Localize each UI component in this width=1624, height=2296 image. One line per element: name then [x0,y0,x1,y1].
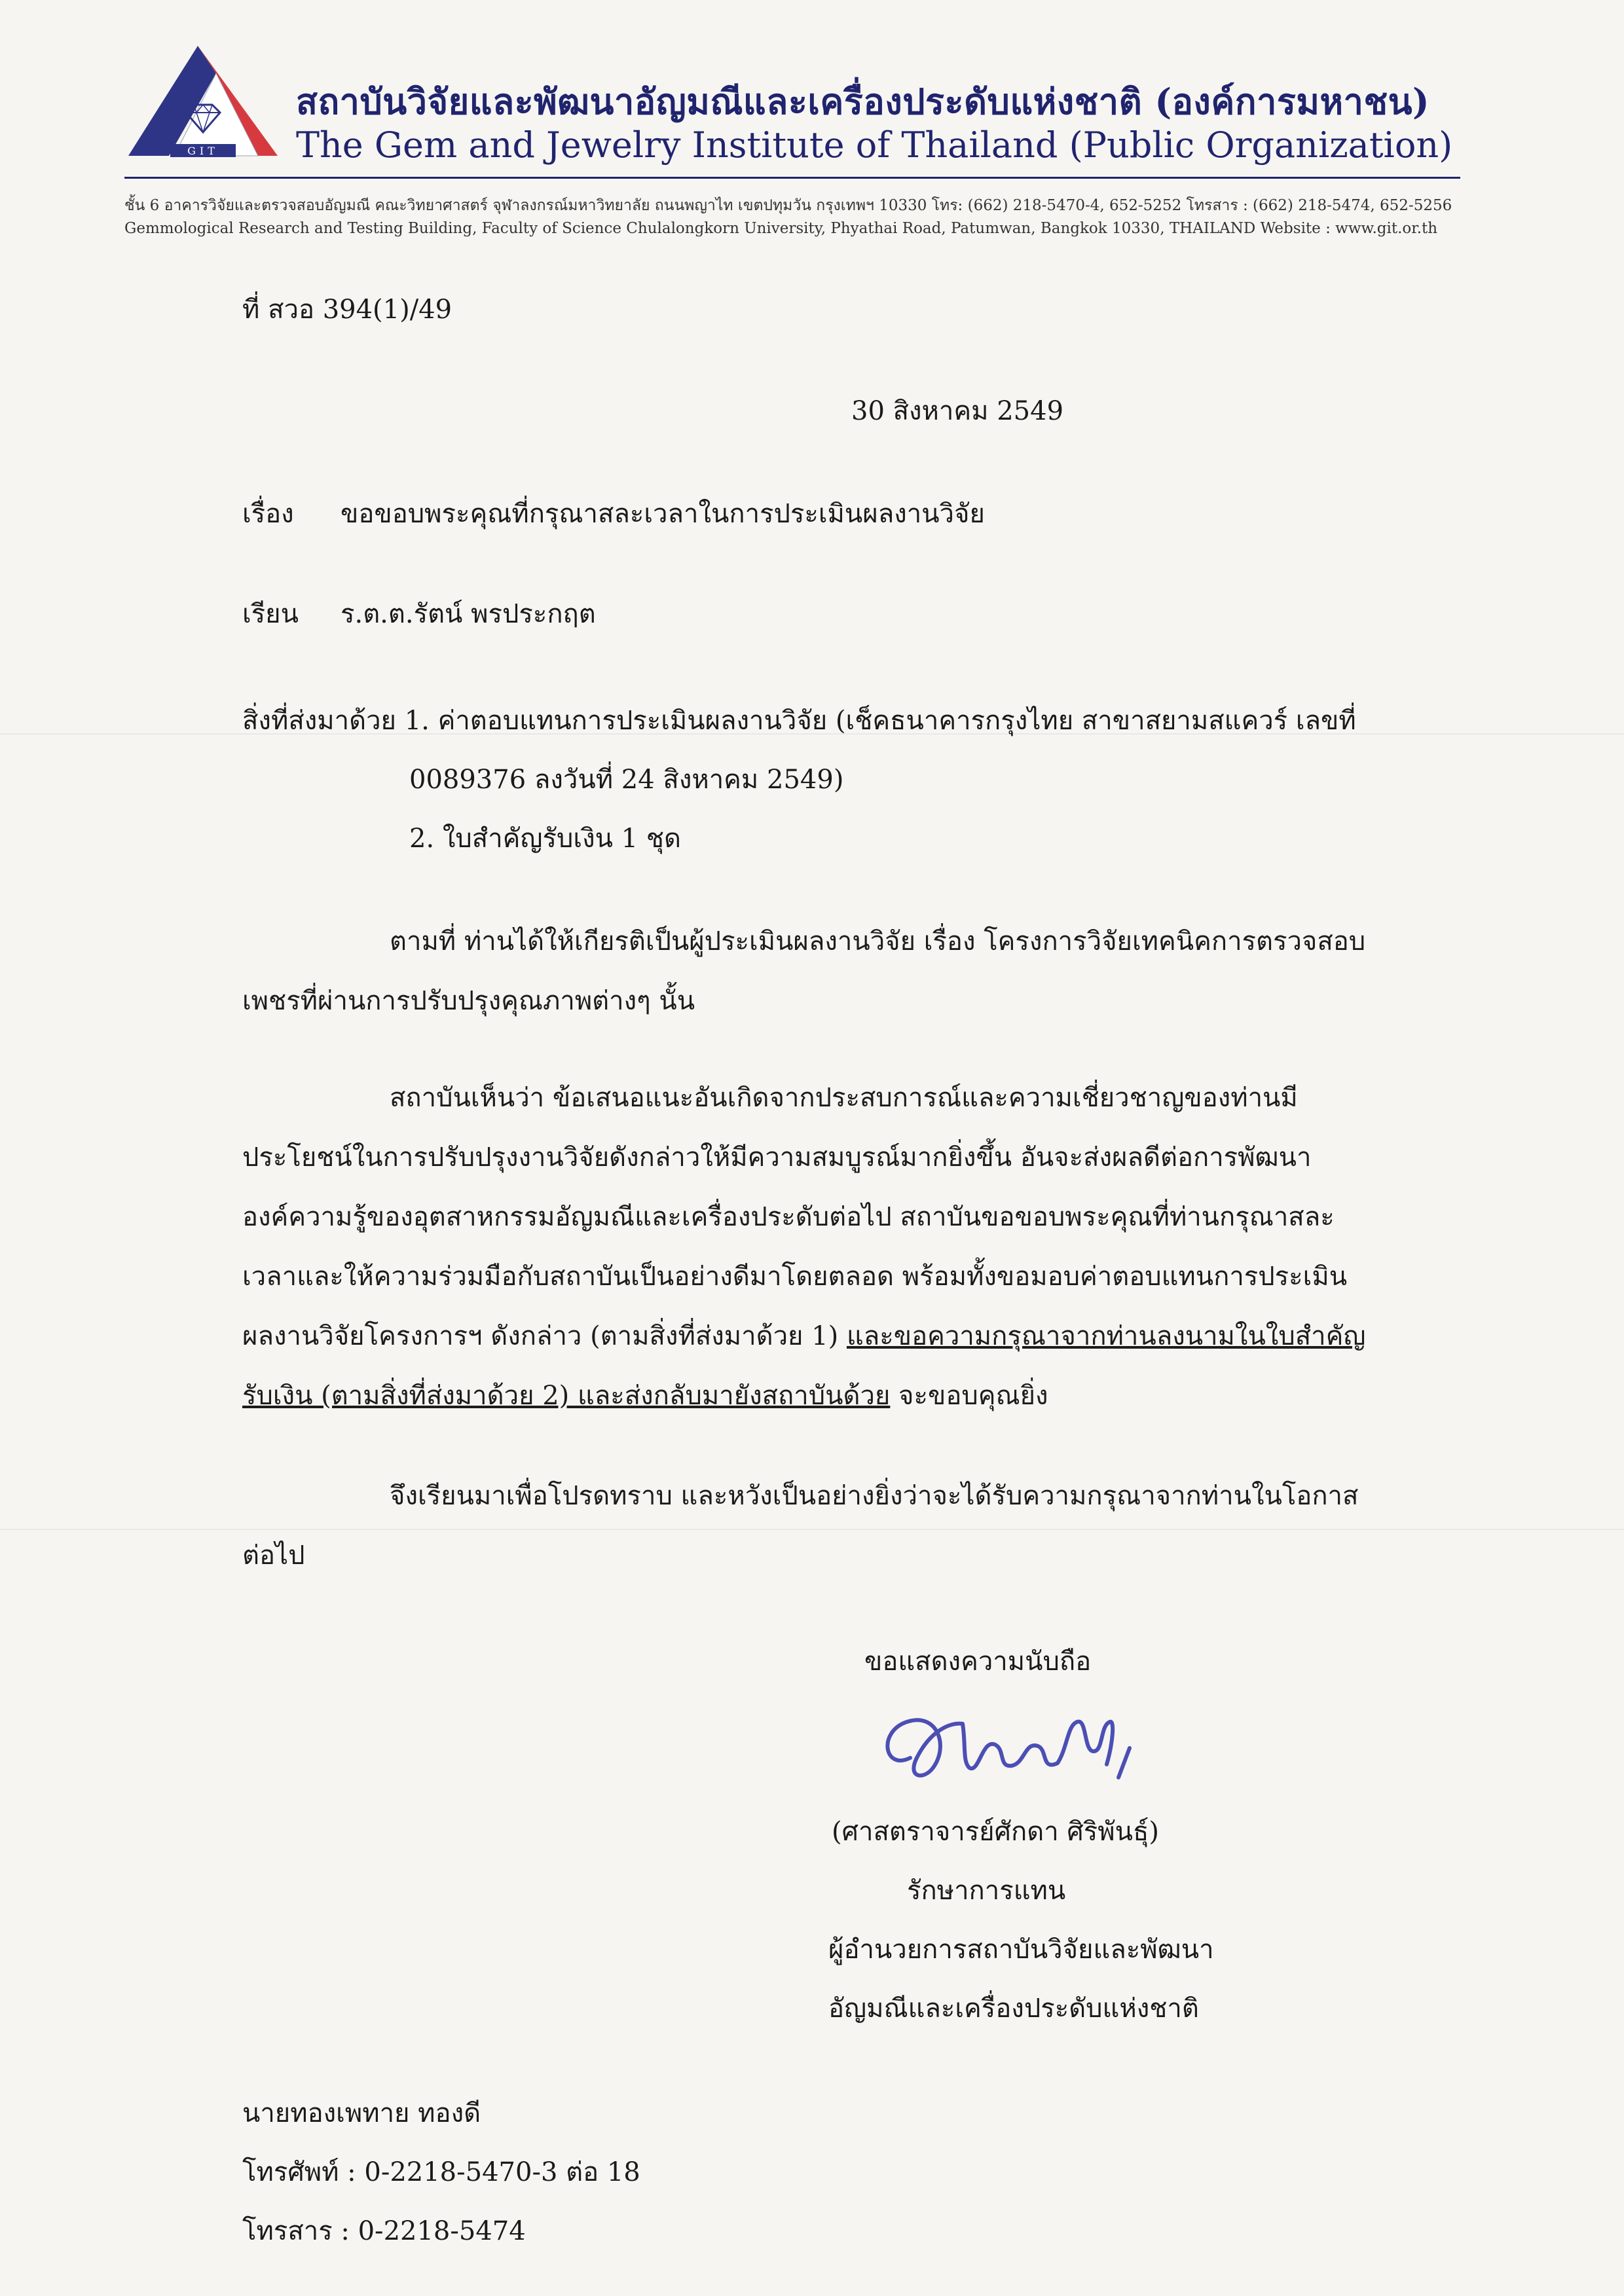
contact-phone: โทรศัพท์ : 0-2218-5470-3 ต่อ 18 [242,2157,640,2187]
enclosure-line [242,699,1356,741]
org-name-english: The Gem and Jewelry Institute of Thailand (Public Organization) [296,124,1453,166]
signer-title: ผู้อำนวยการสถาบันวิจัยและพัฒนา [828,1935,1214,1965]
paragraph-line: เพชรที่ผ่านการปรับปรุงคุณภาพต่างๆ นั้น [242,986,695,1016]
salutation-line [242,592,596,634]
subject-text: ขอขอบพระคุณที่กรุณาสละเวลาในการประเมินผลงานวิจัย [341,499,985,529]
body-paragraph-1 [242,912,1421,1031]
letter-date: 30 สิงหาคม 2549 [851,396,1064,426]
org-name-thai: สถาบันวิจัยและพัฒนาอัญมณีและเครื่องประดับแห่งชาติ (องค์การมหาชน) [296,81,1430,122]
enclosure-item-1-cont: 0089376 ลงวันที่ 24 สิงหาคม 2549) [409,765,844,795]
closing-phrase: ขอแสดงความนับถือ [864,1647,1092,1677]
paragraph-line: เวลาและให้ความร่วมมือกับสถาบันเป็นอย่างดีมาโดยตลอด พร้อมทั้งขอมอบค่าตอบแทนการประเมิน [242,1262,1348,1292]
recipient-name: ร.ต.ต.รัตน์ พรประกฤต [341,599,596,629]
subject-label: เรื่อง [242,499,294,529]
subject-line [242,492,985,534]
paragraph-line: ตามที่ ท่านได้ให้เกียรติเป็นผู้ประเมินผลงานวิจัย เรื่อง โครงการวิจัยเทคนิคการตรวจสอบ [390,926,1366,957]
body-paragraph-3 [242,1467,1421,1586]
signer-role: รักษาการแทน [907,1876,1066,1906]
address-thai: ชั้น 6 อาคารวิจัยและตรวจสอบอัญมณี คณะวิทยาศาสตร์ จุฬาลงกรณ์มหาวิทยาลัย ถนนพญาไท เขตปทุมวัน กรุงเทพฯ 10330 โทร: (662) 218-5470-4, 652-5252 โทรสาร : (662) 218-5474, 652-5256 [124,197,1452,214]
address-english: Gemmological Research and Testing Building, Faculty of Science Chulalongkorn University, Phyathai Road, Patumwan, Bangkok 10330, THAILAND Website : www.git.or.th [124,220,1438,237]
paragraph-line: จึงเรียนมาเพื่อโปรดทราบ และหวังเป็นอย่างยิ่งว่าจะได้รับความกรุณาจากท่านในโอกาส [390,1481,1359,1511]
header-rule [124,177,1460,179]
signer-title: อัญมณีและเครื่องประดับแห่งชาติ [828,1994,1199,2024]
underlined-request: รับเงิน (ตามสิ่งที่ส่งมาด้วย 2) และส่งกลับมายังสถาบันด้วย [242,1381,891,1411]
enclosure-label: สิ่งที่ส่งมาด้วย [242,706,396,736]
paragraph-line [242,1307,1421,1366]
underlined-request: และขอความกรุณาจากท่านลงนามในใบสำคัญ [846,1321,1366,1351]
salutation-label: เรียน [242,599,299,629]
paragraph-text: จะขอบคุณยิ่ง [890,1381,1048,1411]
contact-fax: โทรสาร : 0-2218-5474 [242,2216,526,2246]
paragraph-line: ต่อไป [242,1540,305,1571]
signer-name: (ศาสตราจารย์ศักดา ศิริพันธุ์) [832,1817,1159,1847]
git-logo [124,41,282,172]
body-paragraph-2 [242,1068,1421,1426]
paragraph-line: ประโยชน์ในการปรับปรุงงานวิจัยดังกล่าวให้มีความสมบูรณ์มากยิ่งขึ้น อันจะส่งผลดีต่อการพัฒนา [242,1142,1312,1173]
enclosure-item-2: 2. ใบสำคัญรับเงิน 1 ชุด [409,824,681,854]
handwritten-signature [871,1686,1153,1797]
reference-number: ที่ สวอ 394(1)/49 [242,295,452,325]
paragraph-line: สถาบันเห็นว่า ข้อเสนอแนะอันเกิดจากประสบการณ์และความเชี่ยวชาญของท่านมี [390,1083,1298,1113]
paragraph-text: ผลงานวิจัยโครงการฯ ดังกล่าว (ตามสิ่งที่ส่งมาด้วย 1) [242,1321,847,1351]
logo-text: GIT [187,145,219,157]
paragraph-line [242,1366,1421,1426]
paragraph-line: องค์ความรู้ของอุตสาหกรรมอัญมณีและเครื่องประดับต่อไป สถาบันขอขอบพระคุณที่ท่านกรุณาสละ [242,1202,1335,1232]
enclosure-item-1: 1. ค่าตอบแทนการประเมินผลงานวิจัย (เช็คธนาคารกรุงไทย สาขาสยามสแควร์ เลขที่ [404,706,1356,736]
contact-name: นายทองเพทาย ทองดี [242,2098,481,2128]
